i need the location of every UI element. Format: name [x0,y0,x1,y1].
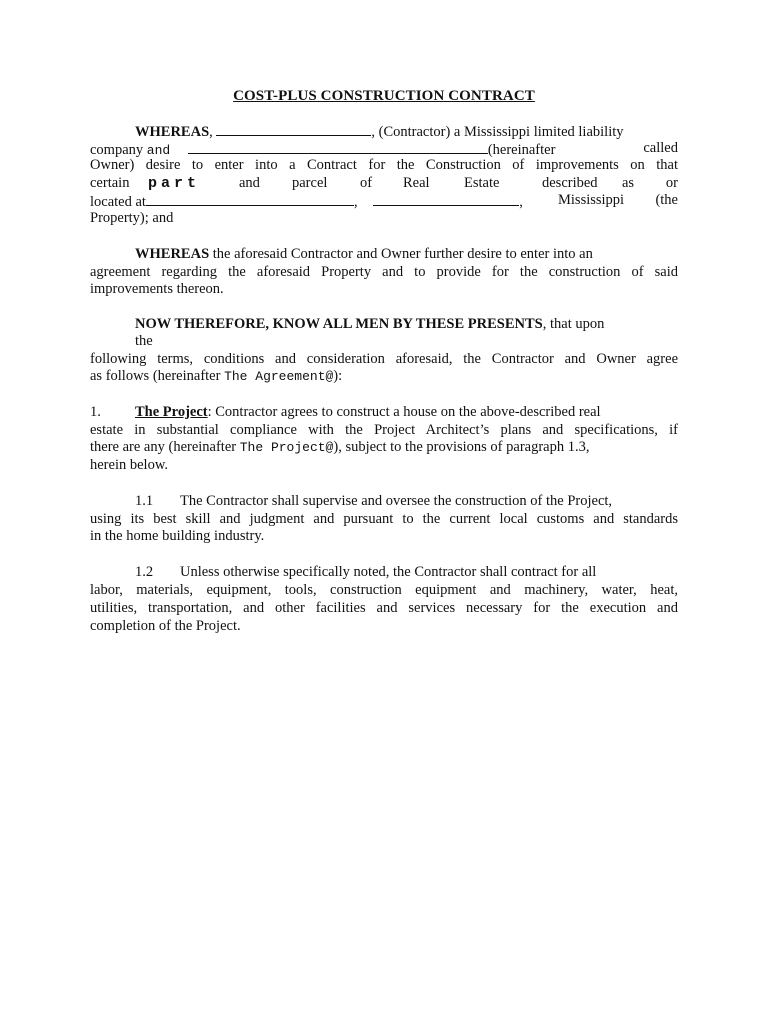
section-1-line-4: herein below. [90,457,168,473]
section-1-1-line-1: 1.1 The Contractor shall supervise and oversee the construction of the Project, [135,493,613,509]
p2-line-1: WHEREAS the aforesaid Contractor and Owner further desire to enter into an [135,246,593,262]
subsection-number: 1.1 [135,493,154,509]
p1-line-4: certain part and parcel of Real Estate described as or [90,175,678,192]
contractor-name-blank [216,122,371,136]
p2-line-3: improvements thereon. [90,281,224,297]
section-1-line-2: estate in substantial compliance with the Project Architect’s plans and specifications, if [90,422,678,438]
section-1-2-line-1: 1.2 Unless otherwise specifically noted, the Contractor shall contract for all [135,564,597,580]
owner-name-blank [188,140,488,154]
p1-line-3: Owner) desire to enter into a Contract for the Construction of improvements on that [90,157,678,173]
section-heading-the-project: The Project [135,404,208,420]
section-1-line-1: 1. The Project: Contractor agrees to construct a house on the above-described real [90,404,601,420]
p3-line-1: NOW THEREFORE, KNOW ALL MEN BY THESE PRESENTS, that upon [135,316,605,332]
section-number: 1. [90,404,101,420]
location-blank [146,192,354,206]
section-1-2-line-4: completion of the Project. [90,618,241,634]
whereas-heading-2: WHEREAS [135,246,210,262]
city-blank [373,192,519,206]
p3-line-2: the [135,333,153,349]
p1-line-6: Property); and [90,210,174,226]
section-1-2-line-2: labor, materials, equipment, tools, construction equipment and machinery, water, heat, [90,582,678,598]
section-1-1-line-3: in the home building industry. [90,528,265,544]
now-therefore-heading: NOW THEREFORE, KNOW ALL MEN BY THESE PRESENTS [135,316,543,332]
section-1-2-line-3: utilities, transportation, and other facilities and services necessary for the execution and [90,600,678,616]
document-title: COST-PLUS CONSTRUCTION CONTRACT [233,88,535,104]
p1-line-5: located at , , Mississippi (the [90,192,678,210]
subsection-number: 1.2 [135,564,154,580]
p2-line-2: agreement regarding the aforesaid Property and to provide for the construction of said [90,264,678,280]
whereas-heading: WHEREAS [135,124,210,140]
p3-line-4: as follows (hereinafter The Agreement@): [90,368,343,384]
section-1-1-line-2: using its best skill and judgment and pursuant to the current local customs and standards [90,511,678,527]
p1-line-1: WHEREAS, , (Contractor) a Mississippi limited liability [135,124,624,140]
p1-line-2: company and (hereinafter called [90,140,678,158]
section-1-line-3: there are any (hereinafter The Project@), subject to the provisions of paragraph 1.3, [90,439,590,455]
p3-line-3: following terms, conditions and consideration aforesaid, the Contractor and Owner agree [90,351,678,367]
